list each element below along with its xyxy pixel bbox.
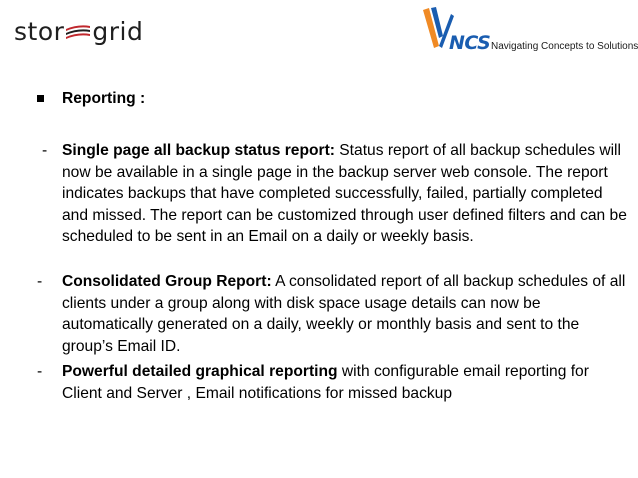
item-bold-lead: Consolidated Group Report: (62, 273, 272, 290)
dash-marker: - (37, 363, 43, 380)
storgrid-swoosh-icon (65, 21, 91, 43)
dash-marker: - (42, 142, 48, 159)
storgrid-logo-text-grid: grid (92, 17, 144, 46)
item-bold-lead: Single page all backup status report: (62, 142, 335, 159)
ncs-logo (421, 6, 638, 56)
storgrid-logo-text-stor: stor (14, 17, 65, 46)
ncs-tagline: Navigating Concepts to Solutions (491, 41, 638, 52)
list-item (37, 271, 632, 357)
dash-marker: - (37, 273, 43, 290)
item-text: with configurable email reporting for Client and Server , Email notifications for missed backup (62, 363, 589, 402)
section-heading (37, 88, 145, 110)
list-item (37, 361, 632, 404)
item-text: Status report of all backup schedules will now be available in a single page in the backup server web console. The report indicates backups that have completed successfully, failed, partially completed and missed. The report can be customized through user defined filters and can be scheduled to be sent in an Email on a daily or weekly basis. (62, 142, 627, 245)
storgrid-logo (14, 14, 143, 50)
item-text: A consolidated report of all backup schedules of all clients under a group along with disk space usage details can now be automatically generated on a daily, weekly or monthly basis and sent to the group’s Email ID. (62, 273, 626, 355)
item-bold-lead: Powerful detailed graphical reporting (62, 363, 338, 380)
list-item (42, 140, 632, 248)
square-bullet-icon (37, 95, 44, 102)
section-title: Reporting : (62, 90, 146, 107)
ncs-brand-text: NCS (449, 32, 491, 54)
